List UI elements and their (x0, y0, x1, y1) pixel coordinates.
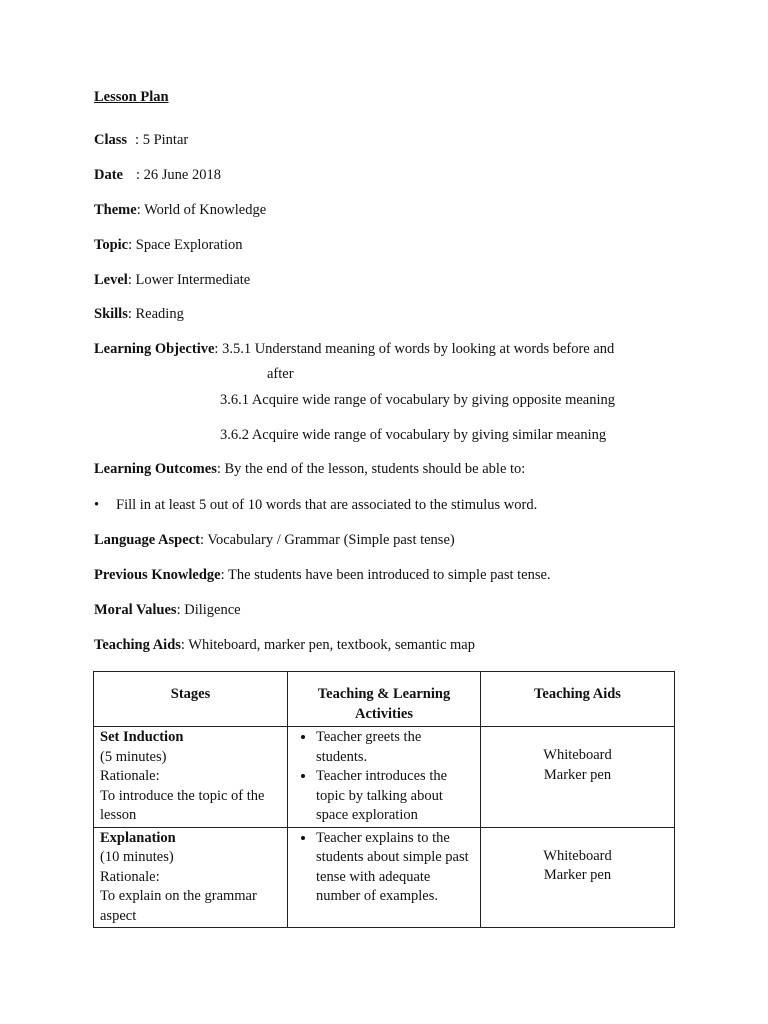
language-field (94, 531, 455, 549)
aids-cell (481, 827, 675, 928)
theme-field (94, 201, 266, 219)
theme-label: Theme (94, 202, 137, 218)
skills-value: : Reading (127, 306, 184, 322)
theme-value: : World of Knowledge (136, 202, 267, 218)
objective-label: Learning Objective (94, 341, 215, 357)
date-value: : 26 June 2018 (136, 167, 221, 183)
aid-item: Marker pen (543, 867, 612, 883)
list-item: • Teacher introduces the topic by talking about space exploration (316, 767, 474, 826)
level-field (94, 271, 250, 289)
language-label: Language Aspect (94, 532, 200, 548)
date-label: Date (94, 167, 123, 183)
outcomes-field (94, 460, 525, 478)
list-item: • Teacher greets the students. (316, 728, 474, 767)
moral-label: Moral Values (94, 602, 177, 618)
outcomes-label: Learning Outcomes (94, 461, 217, 477)
aid-item: Marker pen (543, 766, 612, 783)
rationale-label: Rationale: (100, 868, 160, 885)
class-value: : 5 Pintar (135, 132, 189, 148)
level-label: Level (94, 272, 128, 288)
objective-field (94, 340, 614, 358)
previous-value: : The students have been introduced to simple past tense. (220, 567, 551, 583)
outcome-bullet-item (94, 496, 537, 514)
activities-list (294, 728, 474, 826)
topic-value: : Space Exploration (128, 237, 243, 253)
stage-duration: (5 minutes) (100, 748, 167, 765)
table-row (94, 827, 675, 928)
moral-value: : Diligence (176, 602, 241, 618)
moral-field (94, 601, 241, 619)
stage-cell (94, 727, 288, 828)
stage-name: Set Induction (100, 729, 184, 745)
level-value: : Lower Intermediate (127, 272, 251, 288)
class-field (94, 131, 188, 149)
skills-label: Skills (94, 306, 128, 322)
stage-name: Explanation (100, 829, 176, 846)
language-value: : Vocabulary / Grammar (Simple past tense) (199, 532, 455, 548)
table-row (94, 727, 675, 828)
topic-field (94, 236, 242, 254)
rationale-label: Rationale: (100, 768, 160, 784)
aids-label: Teaching Aids (94, 637, 181, 653)
stage-duration: (10 minutes) (100, 849, 174, 865)
activities-list (294, 829, 474, 907)
lesson-plan-table (93, 671, 675, 928)
objective-line-1: : 3.5.1 Understand meaning of words by looking at words before and (214, 341, 615, 357)
objective-line-2: 3.6.1 Acquire wide range of vocabulary by giving opposite meaning (220, 392, 616, 408)
aids-value: : Whiteboard, marker pen, textbook, semantic map (180, 637, 475, 653)
outcomes-value: : By the end of the lesson, students should be able to: (216, 461, 526, 477)
list-item: • Teacher explains to the students about simple past tense with adequate number of examples. (316, 829, 474, 907)
objective-line-1-cont: after (267, 366, 294, 382)
activities-cell (288, 827, 481, 928)
rationale-text: To explain on the grammar aspect (100, 888, 257, 924)
aid-item: Whiteboard (543, 847, 612, 864)
previous-label: Previous Knowledge (94, 567, 221, 583)
outcome-bullet-text: Fill in at least 5 out of 10 words that are associated to the stimulus word. (116, 497, 538, 513)
stage-cell (94, 827, 288, 928)
date-field (94, 166, 221, 184)
aids-cell (481, 727, 675, 828)
objective-line-3: 3.6.2 Acquire wide range of vocabulary by giving similar meaning (220, 427, 607, 443)
aids-field (94, 636, 475, 654)
header-stages: Stages (94, 672, 288, 727)
topic-label: Topic (94, 237, 129, 253)
aid-item: Whiteboard (543, 747, 612, 763)
class-label: Class (94, 132, 128, 148)
table-header-row (94, 672, 675, 727)
header-activities: Teaching & Learning Activities (288, 672, 481, 727)
bullet-icon: • (94, 497, 100, 513)
page-title: Lesson Plan (94, 89, 169, 105)
rationale-text: To introduce the topic of the lesson (100, 787, 265, 823)
skills-field (94, 305, 184, 323)
header-aids: Teaching Aids (481, 672, 675, 727)
previous-field (94, 566, 551, 584)
activities-cell (288, 727, 481, 828)
